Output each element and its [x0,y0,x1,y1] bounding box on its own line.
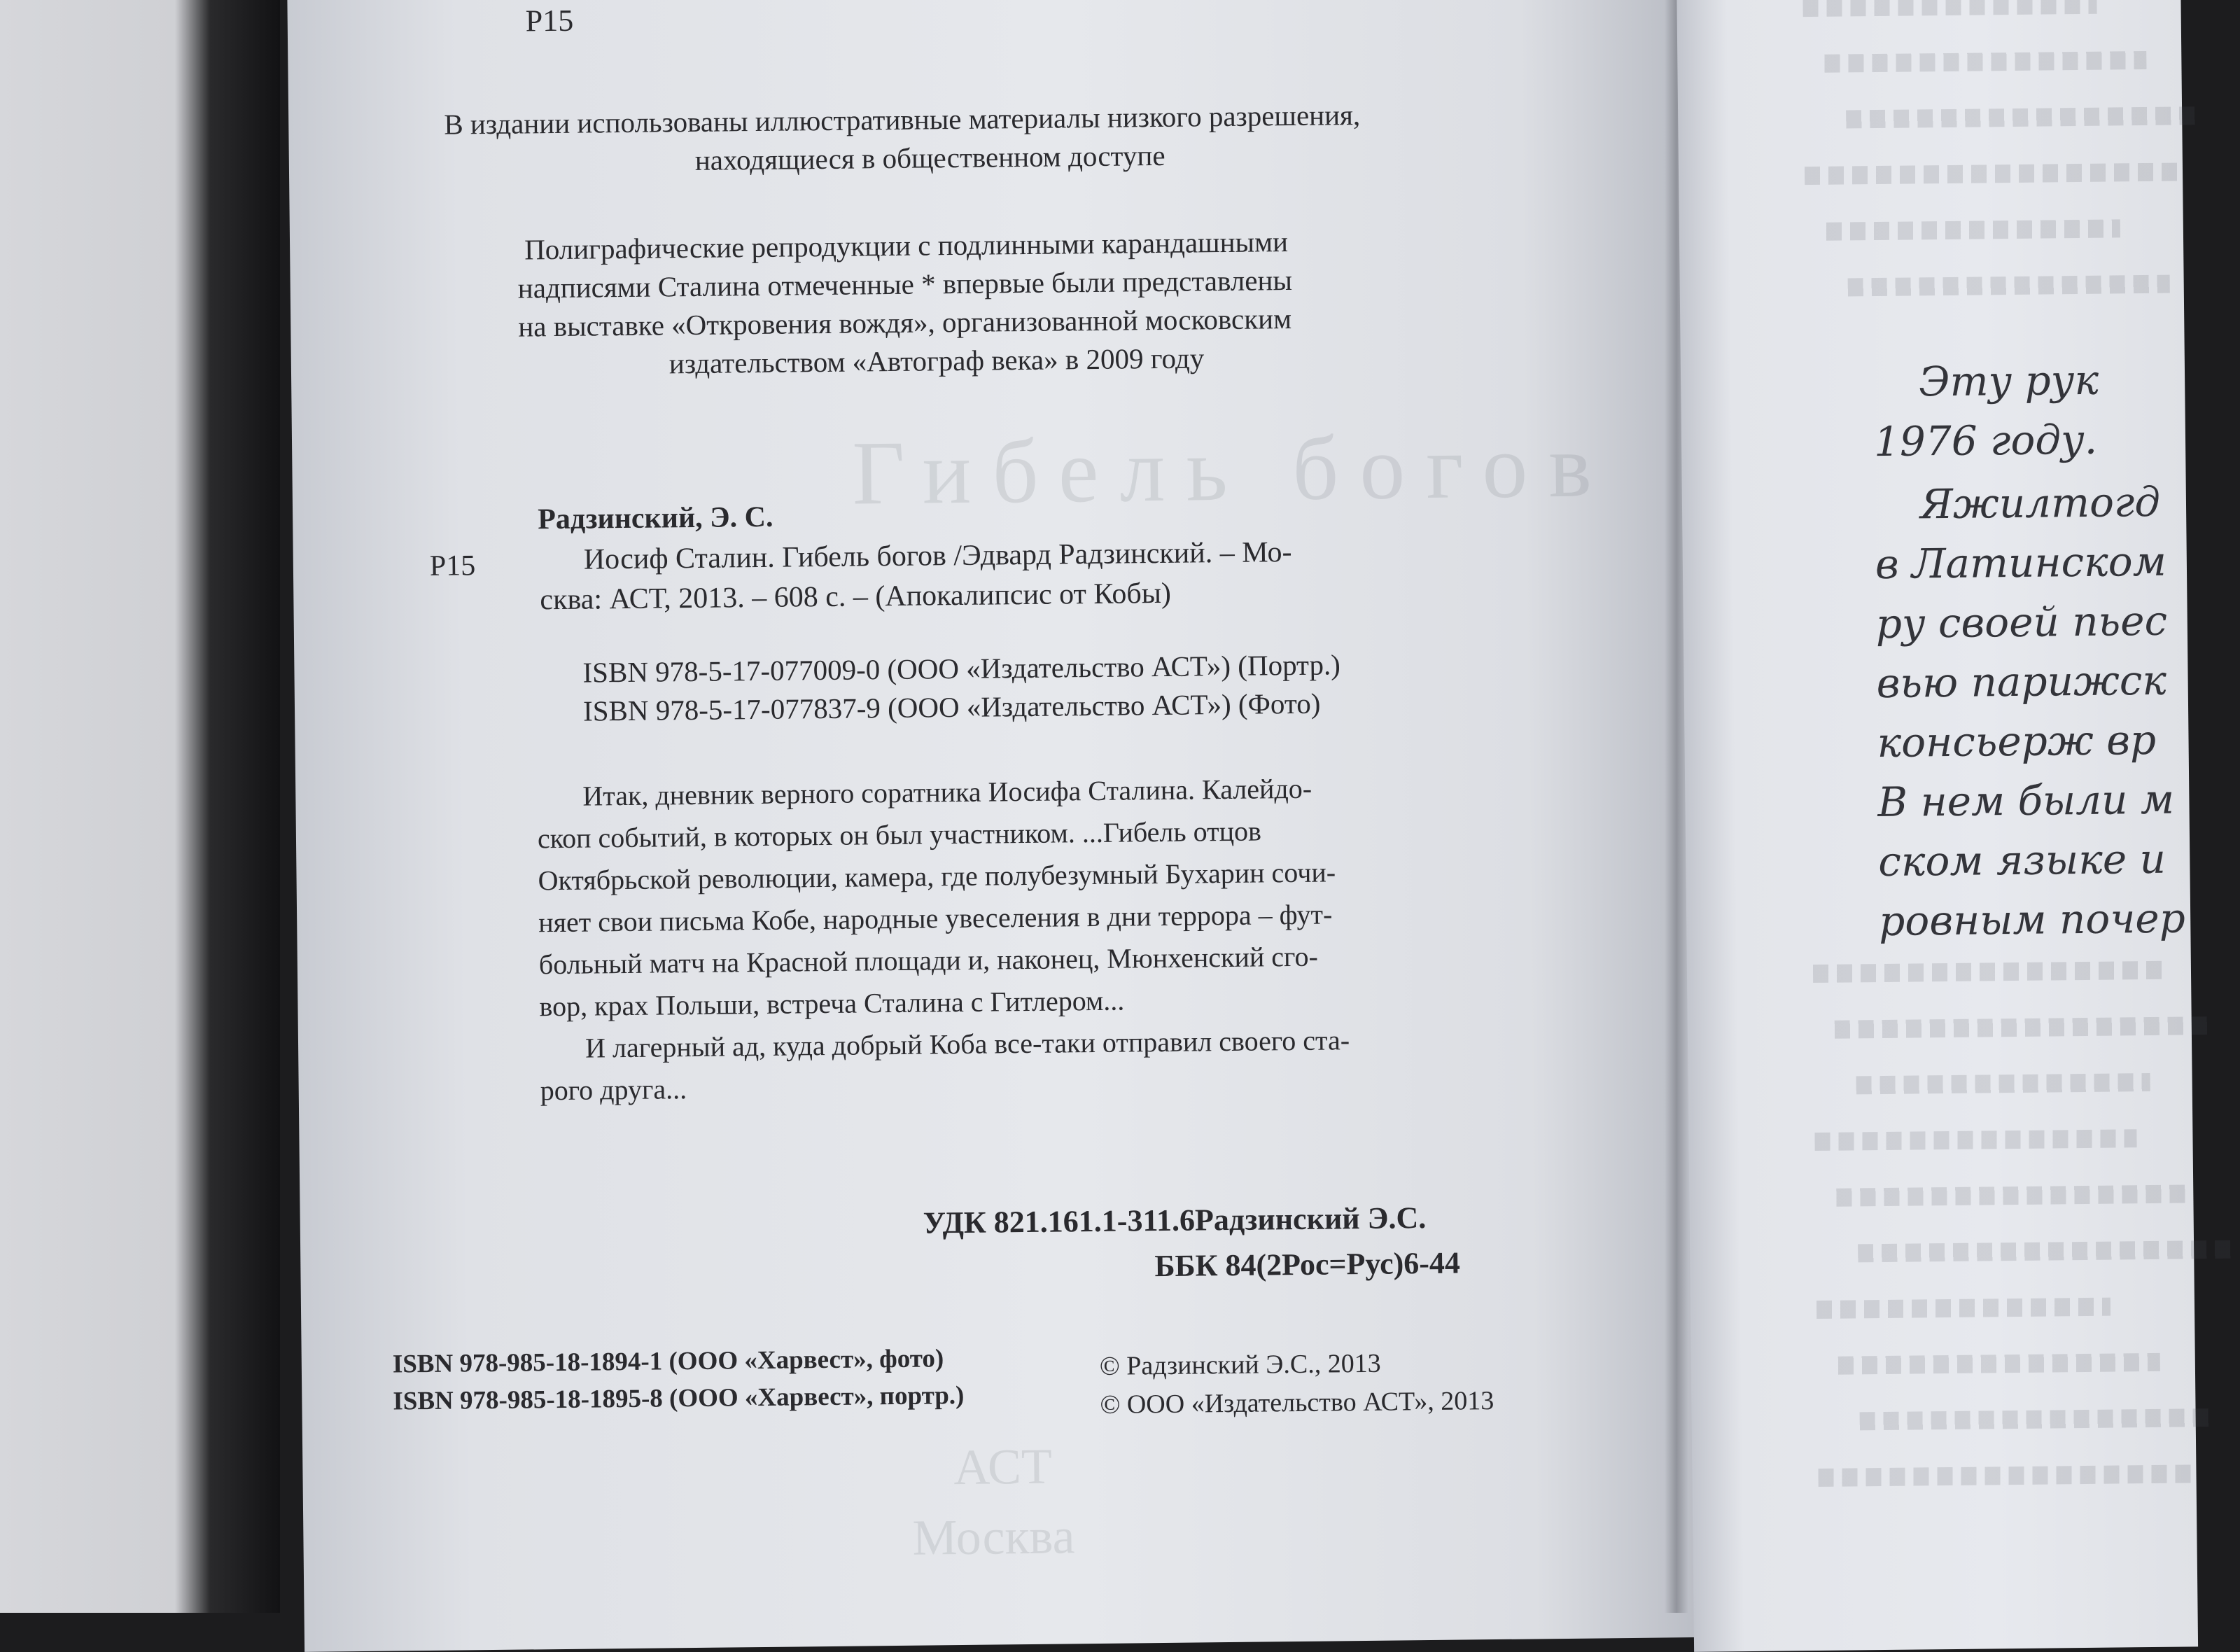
poly-line-3: на выставке «Откровения вождя», организованной московским [518,302,1292,343]
isbn-photo: ISBN 978-5-17-077837-9 (ООО «Издательство АСТ») (Фото) [582,687,1321,727]
right-line-1: Эту рук [1918,356,2099,406]
poly-line-1: Полиграфические репродукции с подлинными карандашными [524,225,1289,266]
right-line-7: консьерж вр [1877,715,2157,767]
right-line-9: ском языке и [1877,834,2166,886]
ghost-footer-publisher: АСТ [953,1438,1053,1496]
show-through-line [1836,1184,2186,1206]
abstract-line-7: И лагерный ад, куда добрый Коба все-таки отправил своего ста- [584,1024,1350,1064]
entry-line-2: сква: АСТ, 2013. – 608 с. – (Апокалипсис от Кобы) [540,577,1172,617]
abstract-line-4: няет свои письма Кобе, народные увеселения в дни террора – фут- [538,898,1333,939]
show-through-line [1818,1464,2196,1487]
poly-line-4: издательством «Автограф века» в 2009 году [668,342,1205,380]
isbn-portrait: ISBN 978-5-17-077009-0 (ООО «Издательство АСТ») (Портр.) [582,648,1341,689]
book-cover-edge [0,0,280,1613]
entry-line-1: Иосиф Сталин. Гибель богов /Эдвард Радзинский. – Мо- [583,536,1292,576]
header-code: Р15 [525,3,574,38]
show-through-line [1835,1016,2213,1039]
show-through-line [1802,0,2096,17]
show-through-line [1858,1240,2236,1263]
bottom-isbn-photo: ISBN 978-985-18-1894-1 (ООО «Харвест», фото) [392,1344,944,1379]
right-line-10: ровным почер [1878,894,2186,946]
abstract-line-2: скоп событий, в которых он был участником. ...Гибель отцов [537,815,1262,855]
notice-line-1: В издании использованы иллюстративные материалы низкого разрешения, [444,98,1361,141]
show-through-line [1856,1073,2150,1094]
show-through-line [1838,1353,2160,1375]
ghost-title: Гибель богов [851,415,1614,524]
left-page [287,0,1704,1652]
udk-code: УДК 821.161.1-311.6Радзинский Э.С. [923,1200,1427,1240]
right-line-5: ру своей пьес [1875,596,2168,648]
right-line-4: в Латинском [1875,537,2167,589]
right-line-2: 1976 году. [1873,415,2098,466]
abstract-line-8: рого друга... [540,1073,687,1107]
right-line-3: Яжилтогд [1919,477,2161,528]
show-through-line [1860,1408,2210,1430]
show-through-line [1814,1129,2136,1151]
poly-line-2: надписями Сталина отмеченные * впервые были представлены [517,263,1293,304]
right-line-8: В нем были м [1877,775,2175,827]
bottom-isbn-portrait: ISBN 978-985-18-1895-8 (ООО «Харвест», портр.) [393,1380,965,1416]
abstract-line-1: Итак, дневник верного соратника Иосифа Сталина. Калейдо- [582,772,1312,812]
show-through-line [1813,961,2163,983]
show-through-line [1826,219,2120,240]
show-through-line [1848,275,2170,297]
show-through-line [1805,162,2183,185]
right-line-6: вью парижск [1876,656,2167,708]
notice-line-2: находящиеся в общественном доступе [694,139,1166,176]
abstract-line-5: больный матч на Красной площади и, наконец, Мюнхенский сго- [538,940,1318,981]
entry-code: Р15 [429,550,476,582]
ghost-footer-city: Москва [912,1508,1075,1566]
abstract-line-6: вор, крах Польши, встреча Сталина с Гитлером... [539,984,1125,1023]
show-through-line [1846,106,2196,128]
abstract-line-3: Октябрьской революции, камера, где полубезумный Бухарин сочи- [538,856,1336,897]
right-page [1676,0,2198,1652]
show-through-line [1824,51,2146,73]
copyright-publisher: © ООО «Издательство АСТ», 2013 [1100,1386,1494,1420]
bbk-code: ББК 84(2Рос=Рус)6-44 [1154,1245,1461,1284]
copyright-author: © Радзинский Э.С., 2013 [1099,1348,1381,1381]
author-heading: Радзинский, Э. С. [537,500,774,536]
show-through-line [1816,1298,2110,1319]
